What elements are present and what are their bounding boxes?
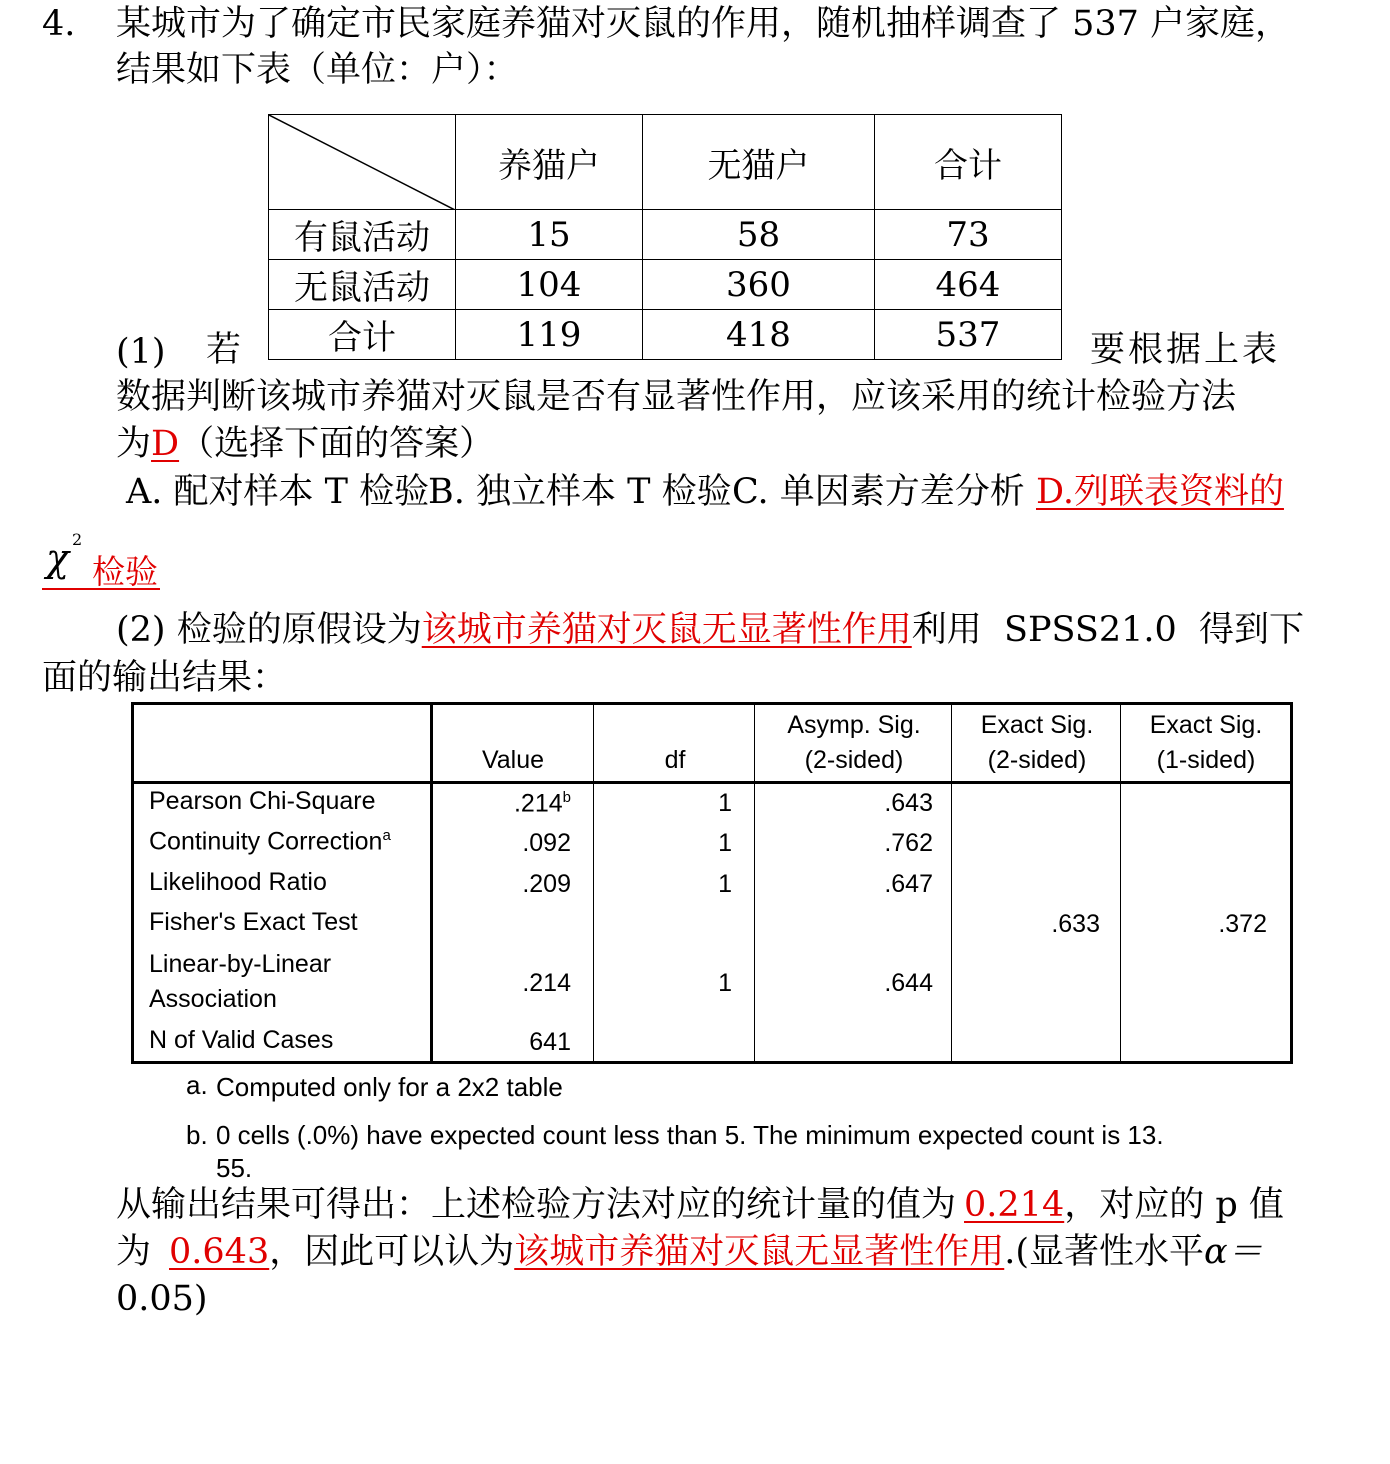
linear-df: 1	[718, 969, 732, 997]
column-divider	[754, 705, 755, 1061]
cell: 360	[643, 260, 875, 310]
linear-asymp: .644	[884, 969, 933, 997]
footnote-b-mark: b.	[186, 1120, 208, 1150]
header-cat-households: 养猫户	[456, 115, 643, 210]
conclusion-stat-value: 0.214	[964, 1185, 1065, 1225]
diagonal-header-cell	[269, 115, 456, 210]
question-intro-line2: 结果如下表（单位：户）：	[116, 50, 519, 90]
table-row	[269, 210, 1062, 260]
diagonal-line	[269, 115, 455, 210]
footnote-a-mark: a.	[186, 1070, 208, 1100]
table-row	[269, 260, 1062, 310]
cell: 73	[875, 210, 1062, 260]
row-label-linear-1: Linear-by-Linear	[149, 950, 332, 978]
conclusion-line1-mid: ，对应的 p 值	[1064, 1185, 1284, 1225]
part2-hypothesis: 该城市养猫对灭鼠无显著性作用	[421, 610, 912, 650]
continuity-sup: a	[382, 827, 391, 844]
header-exact-sig-2sided-2: (2-sided)	[987, 746, 1087, 774]
cell: 15	[456, 210, 643, 260]
part2-prefix: 检验的原假设为	[176, 610, 422, 650]
likelihood-asymp: .647	[884, 870, 933, 898]
row-label-continuity	[149, 827, 391, 856]
continuity-label: Continuity Correction	[149, 827, 383, 856]
header-asymp-sig-2: (2-sided)	[804, 746, 904, 774]
n-value: 641	[529, 1028, 571, 1056]
part2-suffix: 利用 SPSS21.0 得到下	[911, 610, 1305, 650]
footnote-b-cont: 55.	[216, 1153, 253, 1183]
conclusion-line1-prefix: 从输出结果可得出：上述检验方法对应的统计量的值为	[116, 1185, 957, 1225]
row-label-linear-2: Association	[149, 985, 277, 1013]
spss-chi-square-table	[131, 702, 1293, 1064]
part1-line3-suffix: （选择下面的答案）	[179, 424, 495, 464]
question-number: 4.	[42, 4, 76, 44]
pearson-value-number: .214	[513, 789, 563, 818]
likelihood-df: 1	[718, 870, 732, 898]
pearson-df: 1	[718, 789, 732, 817]
part1-answer: D	[151, 424, 180, 464]
continuity-value: .092	[522, 829, 571, 857]
chi-test-text: 检验	[92, 552, 158, 591]
header-value: Value	[481, 746, 545, 774]
column-divider	[951, 705, 952, 1061]
column-divider	[593, 705, 594, 1061]
part1-ruo: 若	[206, 330, 242, 370]
part2-number: (2)	[116, 610, 166, 650]
part1-line2: 数据判断该城市养猫对灭鼠是否有显著性作用，应该采用的统计检验方法	[116, 377, 1237, 417]
fisher-exact-2sided: .633	[1051, 910, 1100, 938]
header-exact-sig-2sided-1: Exact Sig.	[980, 711, 1094, 739]
conclusion-line1	[116, 1181, 1284, 1229]
conclusion-line3: 0.05)	[116, 1279, 208, 1319]
question-intro-line1: 某城市为了确定市民家庭养猫对灭鼠的作用，随机抽样调查了 537 户家庭，	[116, 4, 1291, 44]
conclusion-alpha: α＝	[1204, 1232, 1263, 1272]
cell: 104	[456, 260, 643, 310]
cell: 58	[643, 210, 875, 260]
conclusion-p-value: 0.643	[169, 1232, 270, 1272]
part1-tail: 要根据上表	[1090, 330, 1281, 370]
part1-line3	[116, 420, 494, 468]
row-label-likelihood: Likelihood Ratio	[149, 868, 327, 896]
header-no-cat-households: 无猫户	[643, 115, 875, 210]
part1-number: (1)	[116, 332, 166, 372]
linear-value: .214	[522, 969, 571, 997]
header-divider	[134, 781, 1290, 784]
column-divider	[1120, 705, 1121, 1061]
pearson-value	[433, 789, 571, 818]
fisher-exact-1sided: .372	[1218, 910, 1267, 938]
option-a: A. 配对样本 T 检验	[126, 472, 430, 512]
likelihood-value: .209	[522, 870, 571, 898]
cell: 418	[643, 310, 875, 360]
chi-superscript: 2	[72, 530, 83, 549]
chi-square-test-label	[42, 530, 160, 591]
continuity-asymp: .762	[884, 829, 933, 857]
conclusion-line2-suffix: .(显著性水平	[1004, 1232, 1205, 1272]
row-label-pearson: Pearson Chi-Square	[149, 787, 376, 815]
part2-line1	[116, 606, 1304, 654]
cell: 119	[456, 310, 643, 360]
conclusion-answer: 该城市养猫对灭鼠无显著性作用	[514, 1232, 1005, 1272]
continuity-df: 1	[718, 829, 732, 857]
header-exact-sig-1sided-2: (1-sided)	[1156, 746, 1256, 774]
header-total: 合计	[875, 115, 1062, 210]
footnote-a: Computed only for a 2x2 table	[216, 1072, 563, 1102]
contingency-table	[268, 114, 1062, 360]
cell: 464	[875, 260, 1062, 310]
header-asymp-sig-1: Asymp. Sig.	[787, 711, 921, 739]
part2-line2: 面的输出结果：	[42, 658, 288, 698]
row-label-fisher: Fisher's Exact Test	[149, 908, 358, 936]
header-exact-sig-1sided-1: Exact Sig.	[1149, 711, 1263, 739]
header-df: df	[664, 746, 686, 774]
conclusion-line2-mid: ，因此可以认为	[269, 1232, 515, 1272]
conclusion-line2	[116, 1228, 1263, 1276]
row-label-n: N of Valid Cases	[149, 1026, 334, 1054]
conclusion-line2-prefix: 为	[116, 1232, 152, 1272]
part1-line3-prefix: 为	[116, 424, 152, 464]
row-label: 有鼠活动	[269, 210, 456, 260]
table-row	[269, 310, 1062, 360]
row-label: 无鼠活动	[269, 260, 456, 310]
pearson-value-sup: b	[562, 789, 571, 806]
footnote-b: 0 cells (.0%) have expected count less than 5. The minimum expected count is 13.	[216, 1120, 1164, 1150]
chi-symbol: χ	[46, 536, 70, 580]
option-b: B. 独立样本 T 检验	[428, 472, 732, 512]
option-d: D.列联表资料的	[1036, 472, 1284, 512]
cell: 537	[875, 310, 1062, 360]
pearson-asymp: .643	[884, 789, 933, 817]
row-label: 合计	[269, 310, 456, 360]
option-c: C. 单因素方差分析	[732, 472, 1025, 512]
